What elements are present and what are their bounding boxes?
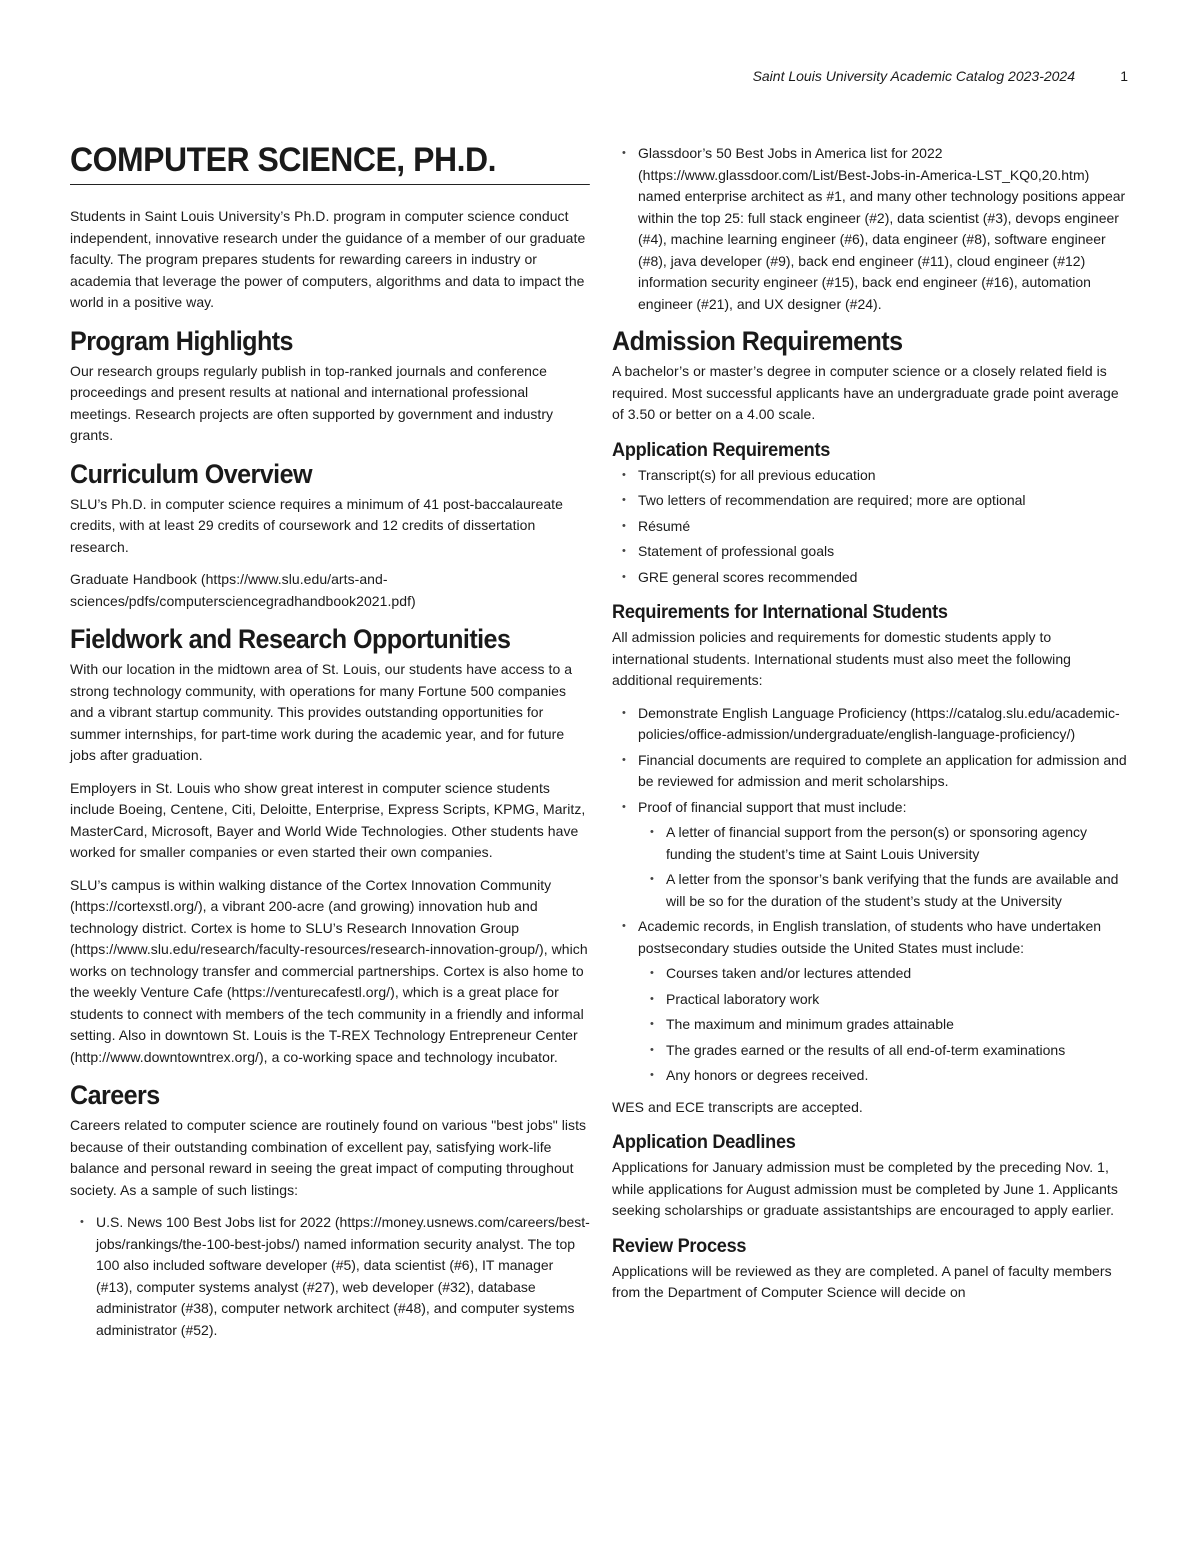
review-paragraph: Applications will be reviewed as they are completed. A panel of faculty members from the Department of Computer Science will decide on [612, 1262, 1112, 1300]
list-item: • Two letters of recommendation are required; more are optional [638, 490, 1127, 512]
heading-review-process: Review Process [612, 1234, 747, 1257]
financial-support-sublist [638, 822, 1127, 912]
fieldwork-paragraph-2: Employers in St. Louis who show great interest in computer science students include Boeing, Centene, Citi, Deloitte, Enterprise, Express Scripts, KPMG, Maritz, MasterCard, Microsoft, Bayer and World Wide Technologies. Other students have worked for smaller companies or even started their own companies. [70, 779, 586, 860]
page-title: COMPUTER SCIENCE, PH.D. [70, 140, 590, 185]
curriculum-paragraph: SLU’s Ph.D. in computer science requires a minimum of 41 post-baccalaureate credits, with at least 29 credits of coursework and 12 credits of dissertation research. [70, 495, 563, 555]
list-item: • A letter from the sponsor’s bank verifying that the funds are available and will be so for the duration of the student’s study at the University [666, 869, 1127, 912]
list-item: • Courses taken and/or lectures attended [666, 963, 1127, 985]
heading-international-requirements: Requirements for International Students [612, 601, 948, 623]
right-column [612, 143, 1127, 1315]
page-header [0, 68, 1200, 88]
highlights-paragraph: Our research groups regularly publish in top-ranked journals and conference proceedings and present results at national and international professional meetings. Research projects are often supported by government and industry grants. [70, 362, 554, 443]
heading-careers: Careers [70, 1080, 160, 1110]
page-number: 1 [1120, 68, 1128, 84]
heading-admission-requirements: Admission Requirements [612, 326, 903, 356]
list-item: • Transcript(s) for all previous education [638, 465, 1127, 487]
careers-list [70, 1212, 590, 1341]
list-item: • Any honors or degrees received. [666, 1065, 1127, 1087]
admission-paragraph: A bachelor’s or master’s degree in computer science or a closely related field is required. Most successful applicants have an undergraduate grade point average of 3.50 or better on a 4.00 scale. [612, 363, 1119, 422]
list-item: • GRE general scores recommended [638, 567, 1127, 589]
list-item: • Statement of professional goals [638, 541, 1127, 563]
list-item: • Practical laboratory work [666, 989, 1127, 1011]
list-item-text: Academic records, in English translation, of students who have undertaken postsecondary studies outside the United States must include: [638, 918, 1102, 956]
list-item: • The maximum and minimum grades attainable [666, 1014, 1127, 1036]
handbook-link[interactable]: Graduate Handbook (https://www.slu.edu/arts-and-sciences/pdfs/computersciencegradhandbook2021.pdf) [70, 571, 416, 609]
list-item: • Demonstrate English Language Proficiency (https://catalog.slu.edu/academic-policies/office-admission/undergraduate/english-language-proficiency/) [638, 703, 1127, 746]
international-requirements-list [612, 703, 1127, 1087]
wes-ece-note: WES and ECE transcripts are accepted. [612, 1098, 863, 1115]
heading-fieldwork: Fieldwork and Research Opportunities [70, 624, 511, 654]
list-item [638, 797, 1127, 913]
left-column [70, 140, 590, 1351]
academic-records-sublist [638, 963, 1127, 1087]
list-item: • The grades earned or the results of all end-of-term examinations [666, 1040, 1127, 1062]
list-item-text: Proof of financial support that must include: [638, 798, 907, 815]
fieldwork-paragraph-3: SLU’s campus is within walking distance of the Cortex Innovation Community (https://cortexstl.org/), a vibrant 200-acre (and growing) innovation hub and technology district. Cortex is home to SLU’s Research Innovation Group (https://www.slu.edu/research/faculty-resources/research-innovation-group/), which works on technology transfer and commercial partnerships. Cortex is also home to the weekly Venture Cafe (https://venturecafestl.org/), which is a great place for students to connect with members of the tech community in a friendly and informal setting. Also in downtown St. Louis is the T-REX Technology Entrepreneur Center (http://www.downtowntrex.org/), a co-working space and technology incubator. [70, 876, 588, 1065]
heading-curriculum-overview: Curriculum Overview [70, 458, 312, 489]
list-item: • Glassdoor’s 50 Best Jobs in America list for 2022 (https://www.glassdoor.com/List/Best-Jobs-in-America-LST_KQ0,20.htm) named enterprise architect as #1, and many other technology positions appear within the top 25: full stack engineer (#2), data scientist (#3), devops engineer (#4), machine learning engineer (#6), data engineer (#8), software engineer (#8), java developer (#9), back end engineer (#11), cloud engineer (#12) information security engineer (#15), back end engineer (#16), automation engineer (#21), and UX designer (#24). [638, 143, 1127, 315]
application-requirements-list [612, 465, 1127, 589]
list-item [638, 916, 1127, 1087]
deadlines-paragraph: Applications for January admission must be completed by the preceding Nov. 1, while applications for August admission must be completed by June 1. Applicants seeking scholarships or graduate assistantships are encouraged to apply earlier. [612, 1159, 1118, 1218]
careers-paragraph: Careers related to computer science are routinely found on various "best jobs" lists because of their outstanding combination of excellent pay, satisfying work-life balance and personal reward in seeing the great impact of computing throughout society. As a sample of such listings: [70, 1117, 587, 1198]
intro-paragraph: Students in Saint Louis University’s Ph.D. program in computer science conduct independent, innovative research under the guidance of a member of our graduate faculty. The program prepares students for rewarding careers in industry or academia that leverage the power of computers, algorithms and data to impact the world in a positive way. [70, 208, 586, 310]
careers-list-continued [612, 143, 1127, 315]
list-item: • Financial documents are required to complete an application for admission and be reviewed for admission and merit scholarships. [638, 750, 1127, 793]
heading-application-deadlines: Application Deadlines [612, 1131, 796, 1153]
list-item: • Résumé [638, 516, 1127, 538]
list-item: • U.S. News 100 Best Jobs list for 2022 (https://money.usnews.com/careers/best-jobs/rankings/the-100-best-jobs/) named information security analyst. The top 100 also included software developer (#5), data scientist (#6), IT manager (#13), computer systems analyst (#27), web developer (#32), database administrator (#38), computer network architect (#48), and computer systems administrator (#52). [96, 1212, 590, 1341]
heading-application-requirements: Application Requirements [612, 438, 831, 461]
fieldwork-paragraph-1: With our location in the midtown area of St. Louis, our students have access to a strong technology community, with operations for many Fortune 500 companies and a vibrant startup community. This provides outstanding opportunities for summer internships, for part-time work during the academic year, and for future jobs after graduation. [70, 661, 573, 763]
list-item: • A letter of financial support from the person(s) or sponsoring agency funding the student’s time at Saint Louis University [666, 822, 1127, 865]
catalog-title: Saint Louis University Academic Catalog 2023-2024 [752, 68, 1075, 84]
heading-program-highlights: Program Highlights [70, 325, 293, 356]
international-paragraph: All admission policies and requirements for domestic students apply to international students. International students must also meet the following additional requirements: [612, 629, 1072, 688]
